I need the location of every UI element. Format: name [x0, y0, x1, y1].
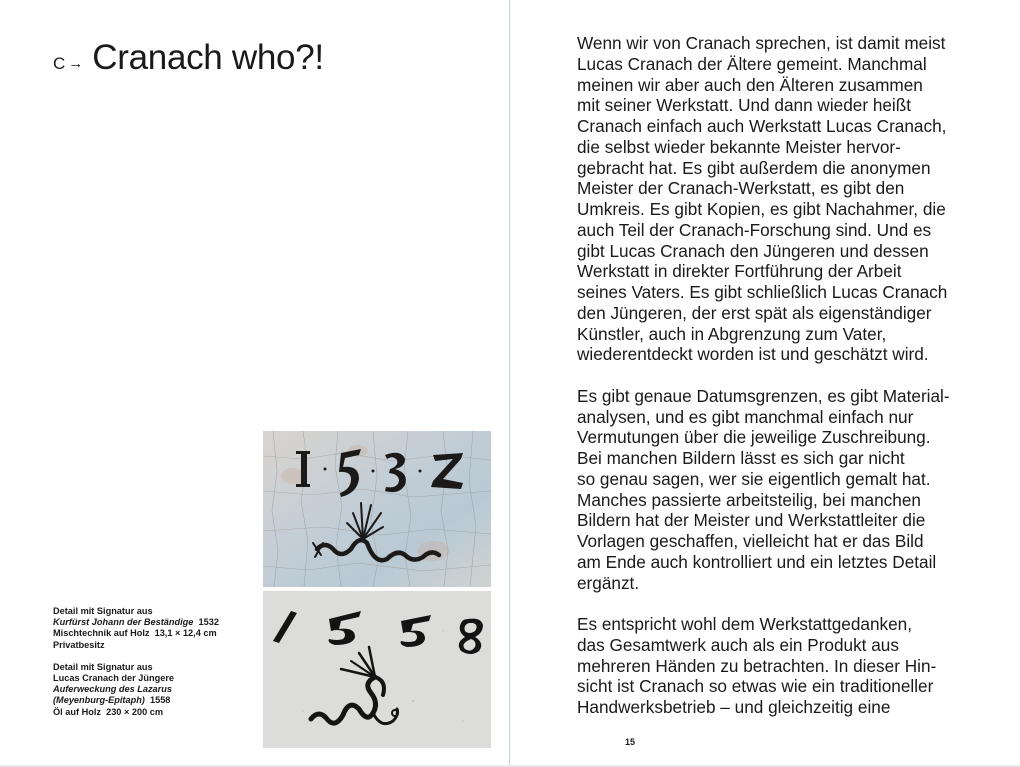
- caption-line: (Meyenburg-Epitaph) 1558: [53, 695, 171, 706]
- chapter-letter: C: [53, 54, 66, 73]
- signature-1558-image: [263, 591, 491, 748]
- caption-line: Auferweckung des Lazarus: [53, 684, 172, 695]
- chapter-heading: [53, 38, 324, 78]
- left-page: [0, 0, 509, 767]
- caption-figure-1: [53, 606, 253, 651]
- caption-line: Privatbesitz: [53, 639, 105, 650]
- caption-line: Öl auf Holz 230 × 200 cm: [53, 706, 164, 717]
- signature-1532-image: [263, 431, 491, 587]
- caption-line: Mischtechnik auf Holz 13,1 × 12,4 cm: [53, 628, 217, 639]
- paragraph-3: Es entspricht wohl dem Werkstattgedanken, das Gesamtwerk auch als ein Produkt aus mehreren Händen zu betrachten. In dieser Hin- sicht ist Cranach so etwas wie ein traditioneller Handwerksbetrieb – und gleichzeitig eine: [577, 614, 937, 717]
- arrow-right-icon: →: [68, 55, 84, 72]
- figure-captions: [53, 606, 253, 729]
- page-number: 15: [625, 737, 636, 747]
- figure-signature-1532: [263, 431, 491, 587]
- caption-line: Detail mit Signatur aus: [53, 606, 153, 616]
- caption-line: Lucas Cranach der Jüngere: [53, 673, 175, 684]
- figure-signature-1558: [263, 591, 491, 748]
- chapter-title: Cranach who?!: [92, 38, 324, 77]
- caption-line: Detail mit Signatur aus: [53, 661, 153, 672]
- caption-line: Kurfürst Johann der Beständige 1532: [53, 617, 219, 628]
- paragraph-2: Es gibt genaue Datumsgrenzen, es gibt Material- analysen, und es gibt manchmal einfach nur Vermutungen über die jeweilige Zuschreibung. Bei manchen Bildern lässt es sich gar nicht so genau sagen, wer sie eigentlich gemalt hat. Manches passierte arbeitsteilig, bei manchen Bildern hat der Meister und Werkstattleiter die Vorlagen geschaffen, vielleicht hat er das Bild am Ende auch kontrolliert und ein letztes Detail ergänzt.: [577, 385, 950, 593]
- body-text: [577, 33, 987, 739]
- paragraph-1: Wenn wir von Cranach sprechen, ist damit meist Lucas Cranach der Ältere gemeint. Manchmal meinen wir aber auch den Älteren zusammen mit seiner Werkstatt. Und dann wieder heißt Cranach einfach auch Werkstatt Lucas Cranach, die selbst wieder bekannte Meister hervor- gebracht hat. Es gibt außerdem die anonymen Meister der Cranach-Werkstatt, es gibt den Umkreis. Es gibt Kopien, es gibt Nachahmer, die auch Teil der Cranach-Forschung sind. Und es gibt Lucas Cranach den Jüngeren und dessen Werkstatt in direkter Fortführung der Arbeit seines Vaters. Es gibt schließlich Lucas Cranach den Jüngeren, der erst spät als eigenständiger Künstler, auch in Abgrenzung zum Vater, wiederentdeckt worden ist und geschätzt wird.: [577, 33, 948, 365]
- caption-figure-2: [53, 662, 253, 718]
